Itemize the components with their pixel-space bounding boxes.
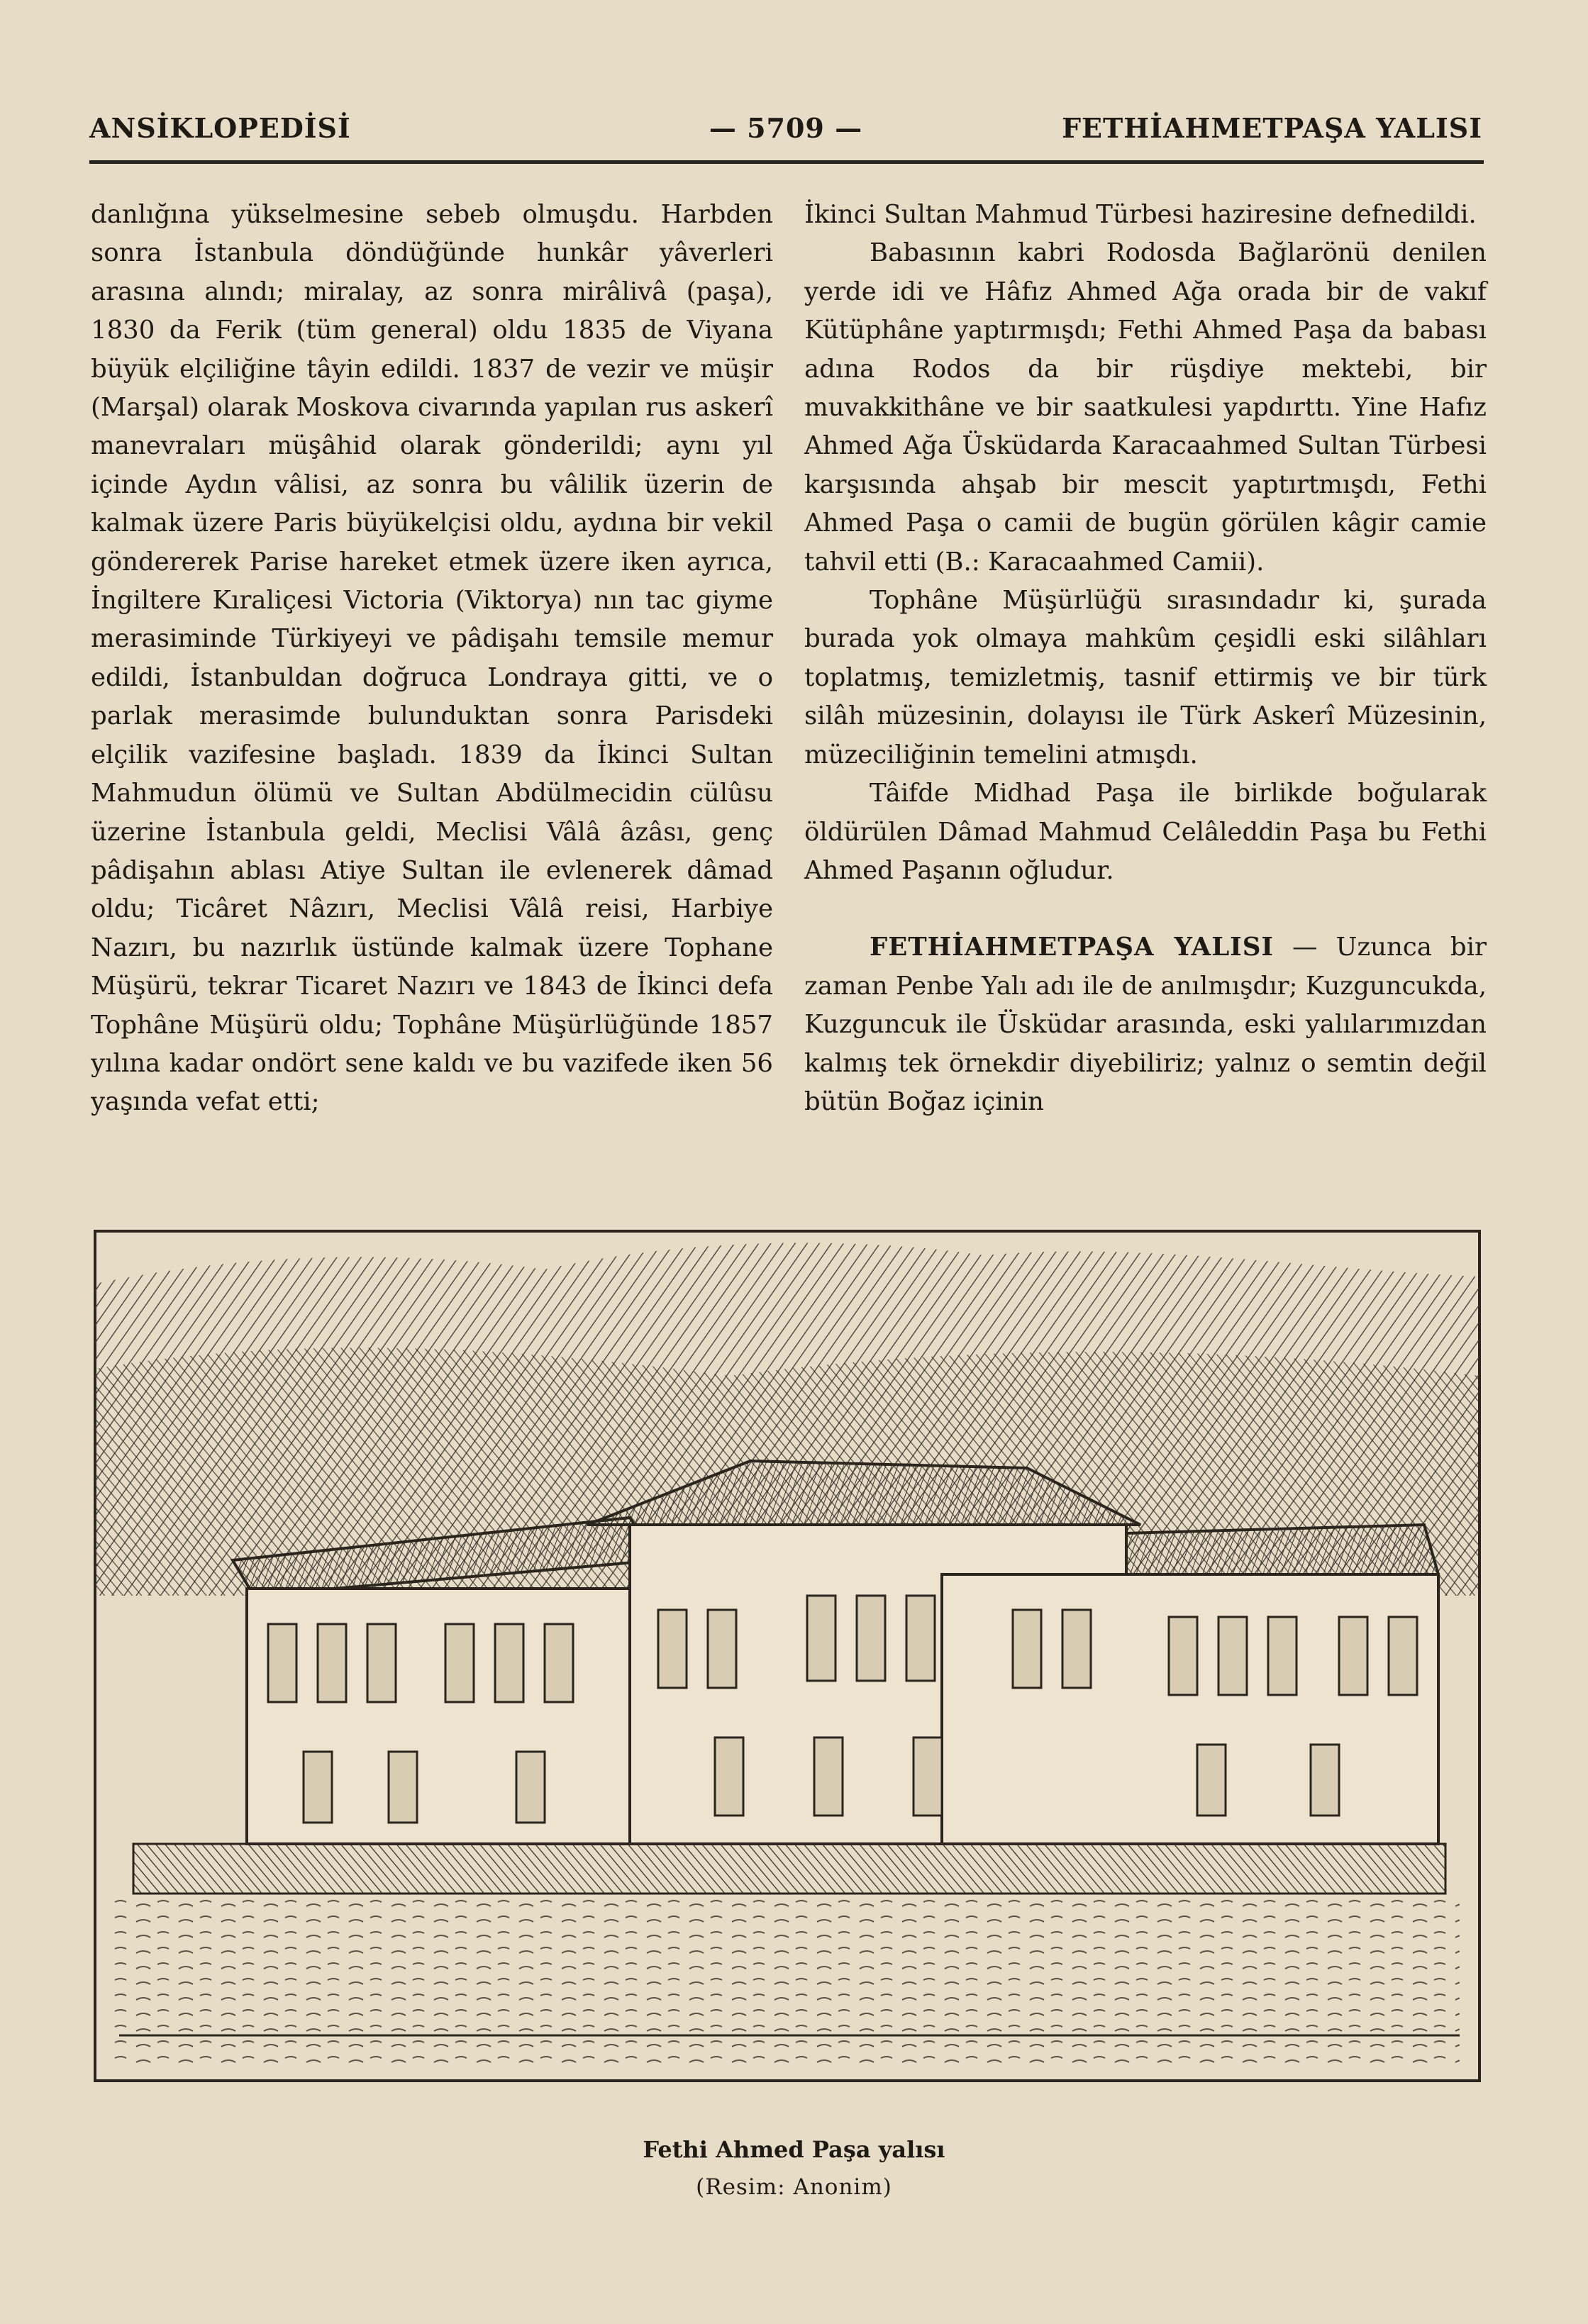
right-paragraph-2: Babasının kabri Rodosda Bağlarönü denilen yerde idi ve Hâfız Ahmed Ağa orada bir de vakıf Kütüphâne yaptırmışdı; Fethi Ahmed Paşa da babası adına Rodos da bir rüşdiye mektebi, bir muvakkithâne ve bir saatkulesi yapdırttı. Yine Hafız Ahmed Ağa Üsküdarda Karacaahmed Sultan Türbesi karşısında ahşab bir mescit yaptırtmışdı, Fethi Ahmed Paşa o camii de bugün görülen kâgir camie tahvil etti (B.: Karacaahmed Camii). [804, 238, 1487, 577]
figure-caption: Fethi Ahmed Paşa yalısı [643, 2136, 945, 2163]
entry-text: — Uzunca bir zaman Penbe Yalı adı ile de anılmışdır; Kuzguncukda, Kuzguncuk ile Üsküdar arasında, eski yalılarımızdan kalmış tek örnekdir diyebiliriz; yalnız o semtin değil bütün Boğaz içinin [804, 933, 1487, 1116]
header-right-title: FETHİAHMETPAŞA YALISI [1062, 112, 1482, 144]
right-paragraph-1: İkinci Sultan Mahmud Türbesi haziresine defnedildi. [804, 200, 1477, 229]
entry-title: FETHİAHMETPAŞA YALISI [870, 933, 1275, 962]
entry-paragraph [804, 928, 1487, 1121]
right-paragraph-4: Tâifde Midhad Paşa ile birlikde boğularak öldürülen Dâmad Mahmud Celâleddin Paşa bu Fethi Ahmed Paşanın oğludur. [804, 779, 1487, 885]
yali-sketch [91, 1227, 1484, 2085]
yali-illustration [91, 1227, 1484, 2085]
right-paragraph-3: Tophâne Müşürlüğü sırasındadır ki, şurada burada yok olmaya mahkûm çeşidli eski silâhları toplatmış, temizletmiş, tasnif ettirmiş ve bir türk silâh müzesinin, dolayısı ile Türk Askerî Müzesinin, müzeciliğinin temelini atmışdı. [804, 586, 1487, 769]
header-left-title: ANSİKLOPEDİSİ [89, 112, 351, 144]
left-column [91, 196, 773, 1122]
page-number: — 5709 — [709, 112, 863, 144]
figure-credit: (Resim: Anonim) [696, 2174, 892, 2200]
header-rule [89, 160, 1484, 164]
left-paragraph-1: danlığına yükselmesine sebeb olmuşdu. Harbden sonra İstanbula döndüğünde hunkâr yâverleri arasına alındı; miralay, az sonra mirâlivâ (paşa), 1830 da Ferik (tüm general) oldu 1835 de Viyana büyük elçiliğine tâyin edildi. 1837 de vezir ve müşir (Marşal) olarak Moskova civarında yapılan rus askerî manevraları müşâhid olarak gönderildi; aynı yıl içinde Aydın vâlisi, az sonra bu vâlilik üzerin de kalmak üzere Paris büyükelçisi oldu, aydına bir vekil göndererek Parise hareket etmek üzere iken ayrıca, İngiltere Kıraliçesi Victoria (Viktorya) nın tac giyme merasiminde Türkiyeyi ve pâdişahı temsile memur edildi, İstanbuldan doğruca Londraya gitti, ve o parlak merasimde bulunduktan sonra Parisdeki elçilik vazifesine başladı. 1839 da İkinci Sultan Mahmudun ölümü ve Sultan Abdülmecidin cülûsu üzerine İstanbula geldi, Meclisi Vâlâ âzâsı, genç pâdişahın ablası Atiye Sultan ile evlenerek dâmad oldu; Ticâret Nâzırı, Meclisi Vâlâ reisi, Harbiye Nazırı, bu nazırlık üstünde kalmak üzere Tophane Müşürü, tekrar Ticaret Nazırı ve 1843 de İkinci defa Tophâne Müşürü oldu; Tophâne Müşürlüğünde 1857 yılına kadar ondört sene kaldı ve bu vazifede iken 56 yaşında vefat etti; [91, 200, 773, 1117]
running-header [89, 112, 1482, 157]
right-column [804, 196, 1487, 1121]
